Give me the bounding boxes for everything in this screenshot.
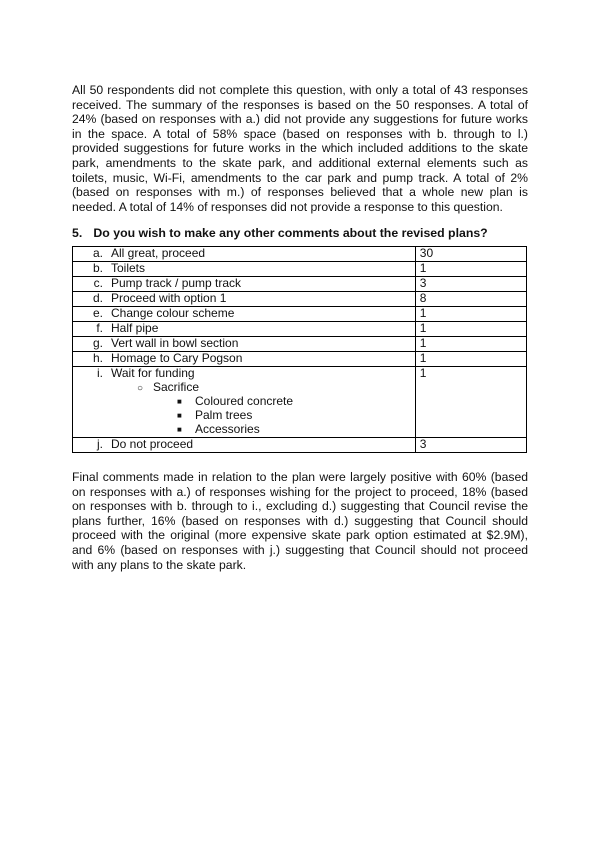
closing-paragraph: Final comments made in relation to the plan were largely positive with 60% (based on responses with a.) of responses wishing for the project to proceed, 18% (based on responses with b. through to i., excluding d.) suggesting that Council revise the plans further, 16% (based on responses with d.) suggesting that Council should proceed with the original (more expensive skate park option estimated at $2.9M), and 6% (based on responses with j.) suggesting that Council should not proceed with any plans to the skate park. bbox=[72, 470, 528, 572]
sub-sub-list-item bbox=[77, 409, 411, 423]
row-letter: f. bbox=[96, 320, 103, 335]
row-label: Change colour scheme bbox=[111, 305, 235, 320]
circle-bullet-icon: ○ bbox=[137, 382, 144, 394]
row-count: 1 bbox=[415, 321, 526, 336]
row-count: 8 bbox=[415, 292, 526, 307]
sub-sub-item-label: Accessories bbox=[195, 422, 260, 437]
row-letter: i. bbox=[97, 365, 103, 380]
table-row bbox=[73, 321, 527, 336]
row-count: 3 bbox=[415, 277, 526, 292]
table-row bbox=[73, 336, 527, 351]
row-letter: a. bbox=[92, 246, 103, 261]
row-label: Wait for funding bbox=[111, 365, 195, 380]
question-number: 5. bbox=[72, 226, 83, 241]
table-row bbox=[73, 277, 527, 292]
row-letter: g. bbox=[92, 335, 103, 350]
row-letter: e. bbox=[92, 305, 103, 320]
square-bullet-icon: ■ bbox=[177, 425, 182, 435]
table-row bbox=[73, 306, 527, 321]
row-count: 1 bbox=[415, 262, 526, 277]
row-count: 30 bbox=[415, 247, 526, 262]
sub-sub-item-label: Coloured concrete bbox=[195, 394, 294, 409]
question-text: Do you wish to make any other comments about the revised plans? bbox=[93, 226, 488, 241]
row-count: 1 bbox=[415, 351, 526, 366]
row-count: 3 bbox=[415, 438, 526, 453]
row-label: Half pipe bbox=[111, 320, 159, 335]
row-label: All great, proceed bbox=[111, 246, 206, 261]
document-page bbox=[72, 83, 528, 572]
table-row bbox=[73, 262, 527, 277]
table-row bbox=[73, 292, 527, 307]
row-label: Toilets bbox=[111, 261, 146, 276]
row-letter: j. bbox=[97, 437, 103, 452]
row-count: 1 bbox=[415, 366, 526, 438]
sub-list-item bbox=[77, 381, 411, 396]
row-label: Homage to Cary Pogson bbox=[111, 350, 243, 365]
row-letter: b. bbox=[92, 261, 103, 276]
sub-sub-list-item bbox=[77, 395, 411, 409]
table-row bbox=[73, 351, 527, 366]
table-row bbox=[73, 438, 527, 453]
row-letter: c. bbox=[93, 276, 103, 291]
row-count: 1 bbox=[415, 306, 526, 321]
row-letter: d. bbox=[92, 291, 103, 306]
table-row bbox=[73, 366, 527, 438]
sub-sub-item-label: Palm trees bbox=[195, 408, 253, 423]
question-heading bbox=[72, 226, 528, 240]
row-label: Proceed with option 1 bbox=[111, 291, 227, 306]
table-row bbox=[73, 247, 527, 262]
square-bullet-icon: ■ bbox=[177, 397, 182, 407]
row-label: Vert wall in bowl section bbox=[111, 335, 239, 350]
square-bullet-icon: ■ bbox=[177, 411, 182, 421]
intro-paragraph: All 50 respondents did not complete this question, with only a total of 43 responses received. The summary of the responses is based on the 50 responses. A total of 24% (based on responses with a.) did not provide any suggestions for future works in the space. A total of 58% space (based on responses with b. through to l.) provided suggestions for future works in the which included additions to the skate park, amendments to the skate park, and additional external elements such as toilets, music, Wi-Fi, amendments to the car park and pump track. A total of 2% (based on responses with m.) of responses believed that a whole new plan is needed. A total of 14% of responses did not provide a response to this question. bbox=[72, 83, 528, 214]
row-letter: h. bbox=[92, 350, 103, 365]
sub-item-label: Sacrifice bbox=[153, 379, 200, 394]
responses-table bbox=[72, 246, 527, 453]
row-label: Pump track / pump track bbox=[111, 276, 242, 291]
row-count: 1 bbox=[415, 336, 526, 351]
row-label: Do not proceed bbox=[111, 437, 194, 452]
sub-sub-list-item bbox=[77, 423, 411, 437]
